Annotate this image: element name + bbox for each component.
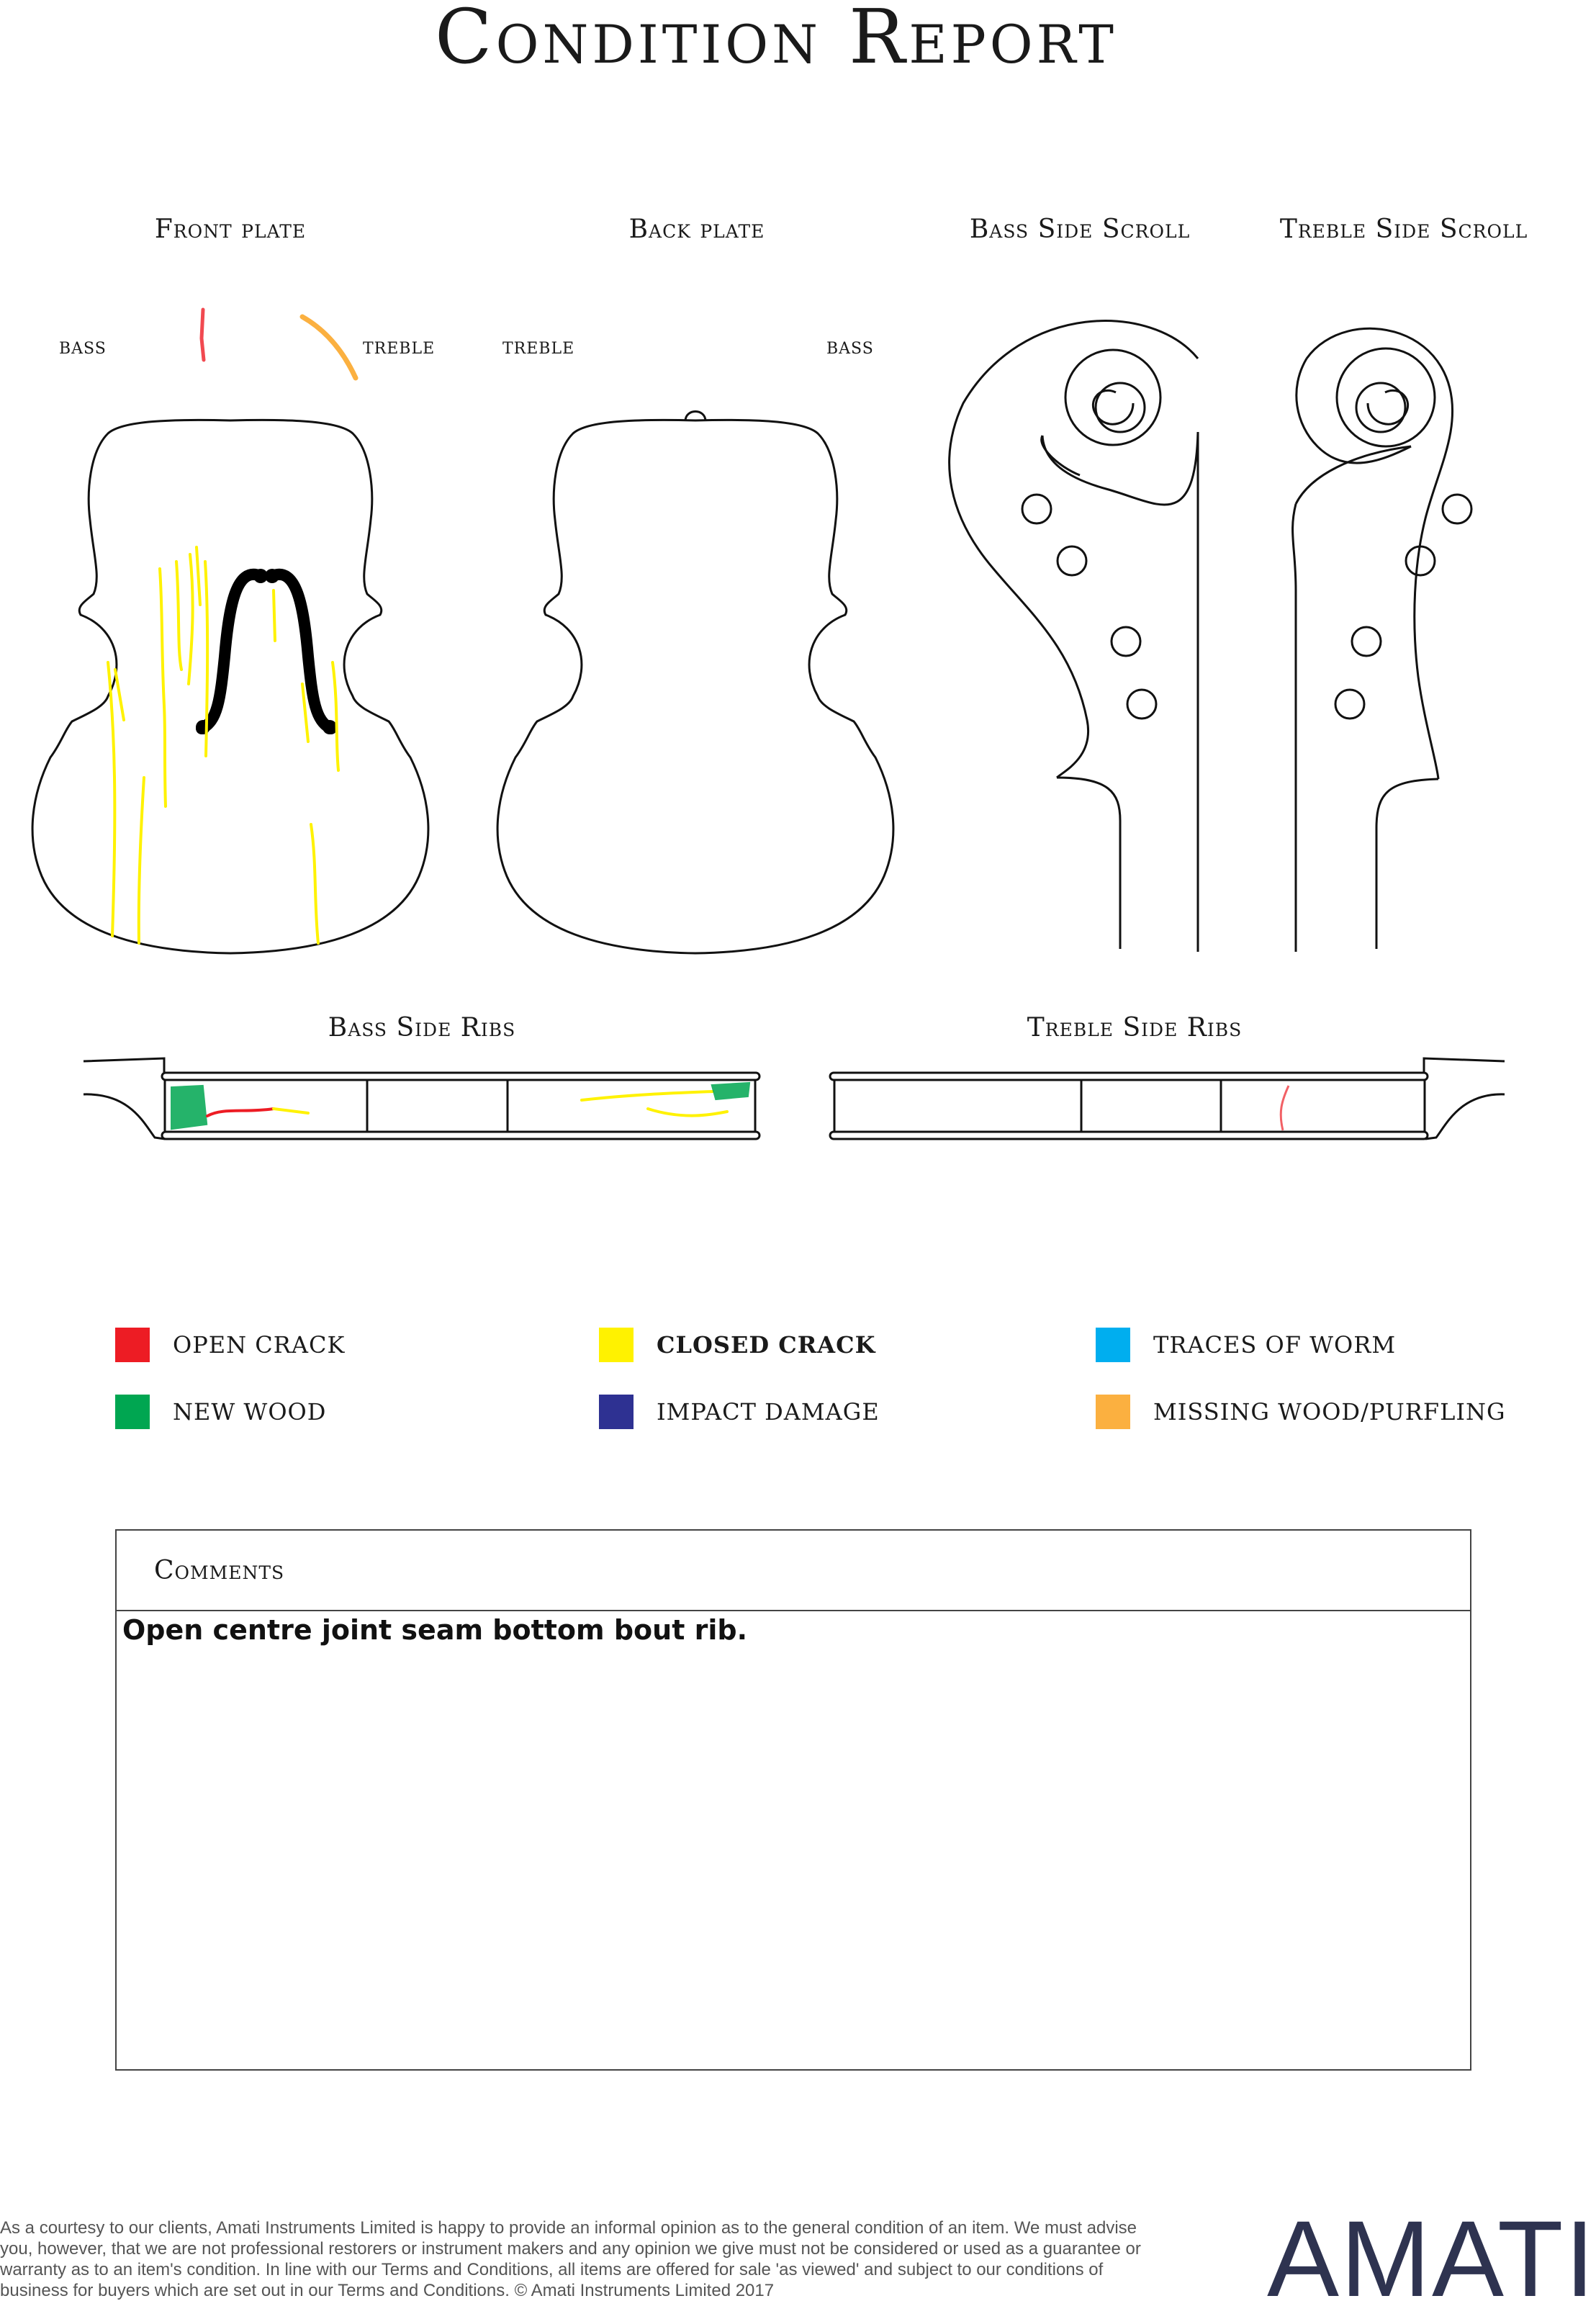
legend-item-new-wood (115, 1395, 326, 1429)
open-crack-mark (1281, 1086, 1289, 1130)
legend-swatch (1096, 1395, 1130, 1429)
bass-ribs-markings (173, 1084, 749, 1127)
missing-wood-mark (302, 317, 356, 378)
comments-box (115, 1529, 1471, 2071)
closed-crack-mark (274, 590, 275, 641)
front-plate-diagram (32, 420, 428, 953)
front-plate-label: Front plate (154, 215, 307, 244)
closed-crack-mark (582, 1091, 713, 1100)
back-plate-diagram (497, 412, 893, 954)
legend-label: NEW WOOD (173, 1398, 327, 1426)
legend-label: MISSING WOOD/PURFLING (1153, 1398, 1506, 1426)
back-bass-label: BASS (826, 340, 874, 358)
legend-swatch (1096, 1328, 1130, 1362)
legend-label: TRACES OF WORM (1153, 1331, 1397, 1359)
closed-crack-mark (189, 554, 193, 684)
closed-crack-mark (205, 562, 207, 756)
closed-crack-mark (160, 569, 166, 806)
front-bass-label: BASS (59, 340, 107, 358)
treble-side-ribs-label: Treble Side Ribs (1027, 1013, 1243, 1043)
legend-swatch (599, 1395, 634, 1429)
instrument-diagrams (0, 0, 1552, 1166)
treble-side-scroll-diagram (1293, 328, 1471, 952)
legend-item-impact-damage (599, 1395, 880, 1429)
bass-side-ribs-label: Bass Side Ribs (328, 1013, 516, 1043)
front-treble-label: TREBLE (363, 340, 436, 358)
back-treble-label: TREBLE (502, 340, 575, 358)
closed-crack-mark (648, 1109, 727, 1116)
treble-side-scroll-label: Treble Side Scroll (1279, 215, 1528, 244)
legend-item-closed-crack (599, 1328, 875, 1362)
legend-item-missing-wood-purfling (1096, 1395, 1506, 1429)
comments-heading: Comments (117, 1531, 1470, 1611)
back-plate-label: Back plate (628, 215, 765, 244)
closed-crack-mark (115, 670, 124, 720)
legend-label: CLOSED CRACK (657, 1331, 876, 1359)
bass-side-scroll-label: Bass Side Scroll (969, 215, 1191, 244)
new-wood-mark (173, 1087, 205, 1127)
closed-crack-mark (274, 1109, 308, 1113)
closed-crack-mark (311, 824, 318, 943)
amati-logo: AMATI (1267, 2198, 1596, 2319)
bass-side-scroll-diagram (950, 321, 1198, 952)
open-crack-mark (202, 310, 204, 360)
legend-label: OPEN CRACK (173, 1331, 346, 1359)
treble-f-hole (272, 575, 331, 729)
legend-item-traces-of-worm (1096, 1328, 1396, 1362)
treble-side-ribs-diagram (830, 1058, 1505, 1139)
disclaimer-text: As a courtesy to our clients, Amati Instruments Limited is happy to provide an informal opinion as to the general condition of an item. We must advise you, however, that we are not professional restorers or instrument makers and any opinion we give must not be considered or used as a guarantee or warranty as to an item's condition. In line with our Terms and Conditions, all items are offered for sale 'as viewed' and subject to our conditions of business for buyers which are set out in our Terms and Conditions. © Amati Instruments Limited 2017 (0, 2218, 1141, 2300)
legend-swatch (115, 1395, 150, 1429)
closed-crack-mark (176, 562, 181, 670)
bass-f-hole (202, 575, 261, 729)
comments-text: Open centre joint seam bottom bout rib. (122, 1614, 748, 1646)
legend-label: IMPACT DAMAGE (657, 1398, 880, 1426)
closed-crack-mark (197, 547, 200, 605)
legend-swatch (115, 1328, 150, 1362)
closed-crack-mark (139, 778, 144, 943)
open-crack-mark (207, 1109, 274, 1116)
new-wood-mark (713, 1084, 749, 1099)
closed-crack-mark (333, 662, 338, 770)
page-title: Condition Report (435, 0, 1117, 81)
legend-swatch (599, 1328, 634, 1362)
closed-crack-mark (108, 662, 114, 936)
legend-item-open-crack (115, 1328, 345, 1362)
